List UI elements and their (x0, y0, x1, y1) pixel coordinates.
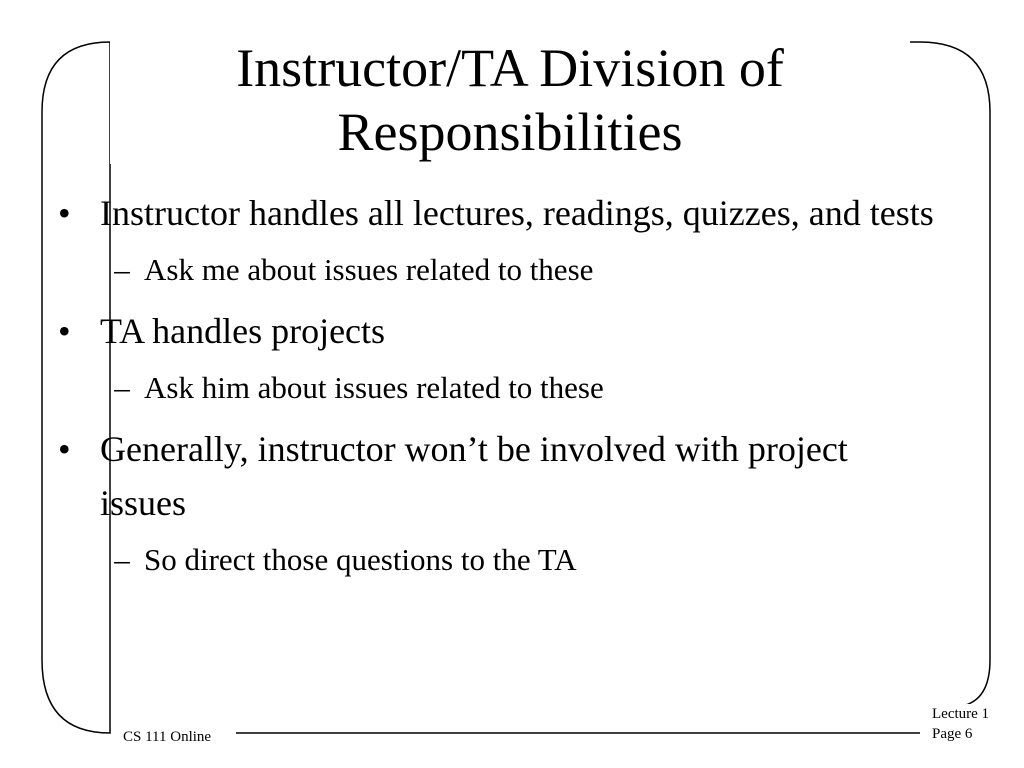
footer-page-info (928, 704, 993, 744)
slide-title (110, 36, 910, 164)
title-line-2: Responsibilities (337, 102, 683, 162)
title-line-1: Instructor/TA Division of (236, 38, 784, 98)
sub-bullet-text: Ask him about issues related to these (144, 370, 604, 405)
bullet-text: Generally, instructor won’t be involved with project issues (100, 429, 848, 523)
dash-marker: – (114, 370, 130, 405)
bullet-marker: • (58, 311, 71, 351)
bullet-item (58, 422, 938, 582)
sub-bullet-text: Ask me about issues related to these (144, 252, 594, 287)
sub-bullet-item (100, 538, 938, 582)
dash-marker: – (114, 542, 130, 577)
bullet-text: TA handles projects (100, 311, 386, 351)
sub-list (100, 248, 938, 292)
bullet-list (58, 186, 938, 594)
bullet-marker: • (58, 193, 71, 233)
sub-bullet-item (100, 366, 938, 410)
footer-course: CS 111 Online (119, 728, 215, 746)
bullet-item (58, 304, 938, 410)
footer-lecture: Lecture 1 (932, 706, 990, 722)
sub-bullet-item (100, 248, 938, 292)
bullet-text: Instructor handles all lectures, readings, quizzes, and tests (100, 193, 934, 233)
dash-marker: – (114, 252, 130, 287)
footer-page: Page 6 (932, 726, 973, 742)
sub-bullet-text: So direct those questions to the TA (144, 542, 577, 577)
bullet-item (58, 186, 938, 292)
bullet-marker: • (58, 429, 71, 469)
sub-list (100, 366, 938, 410)
sub-list (100, 538, 938, 582)
